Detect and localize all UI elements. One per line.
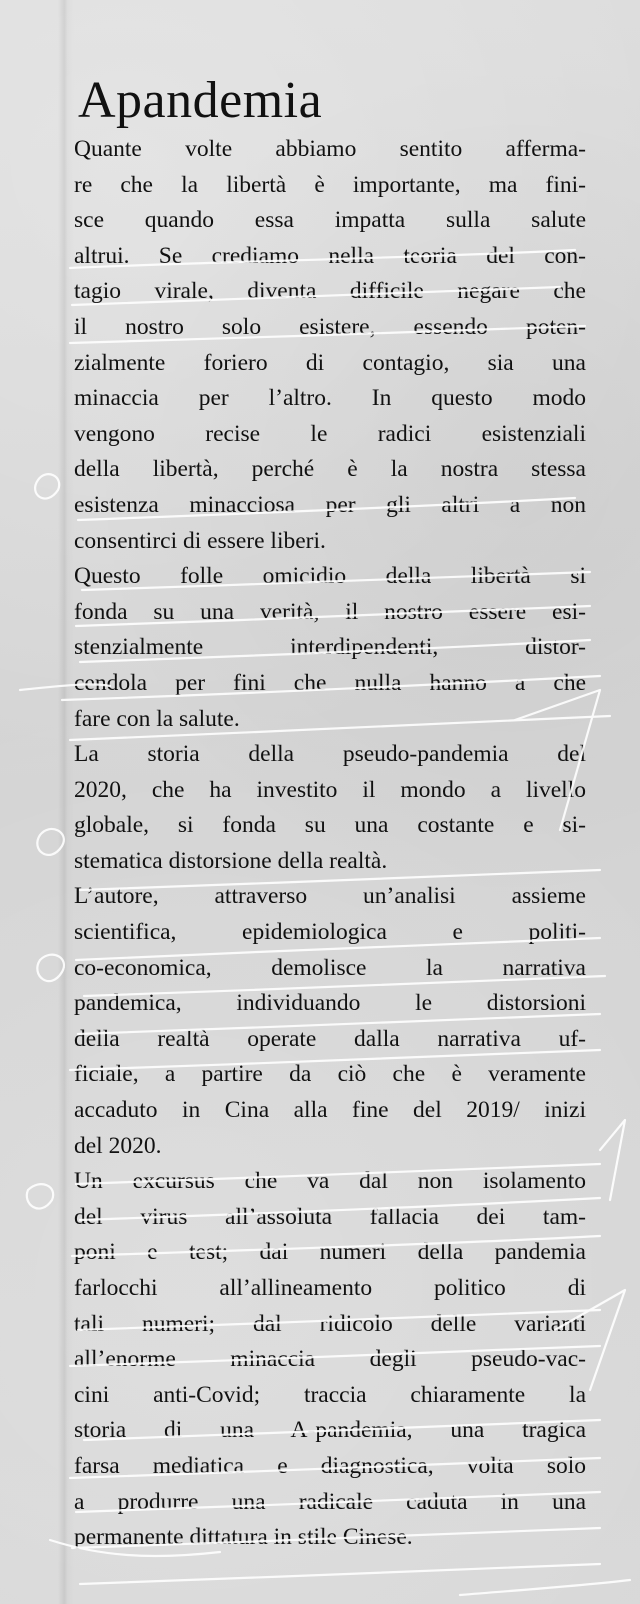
margin-stroke: [27, 1184, 53, 1208]
underline-stroke: [80, 1564, 600, 1584]
text-line: co-economica, demolisce la narrativa: [74, 954, 586, 981]
text-line: il nostro solo esistere, essendo poten-: [74, 313, 586, 340]
text-line: del virus all’assoluta fallacia dei tam-: [74, 1203, 586, 1230]
margin-stroke: [460, 1580, 630, 1595]
text-line: ficiale, a partire da ciò che è veramente: [74, 1061, 586, 1088]
text-line: L’autore, attraverso un’analisi assieme: [74, 883, 586, 910]
text-line: tali numeri; dal ridicolo delle varianti: [74, 1310, 586, 1337]
margin-stroke: [35, 474, 59, 498]
text-line: sce quando essa impatta sulla salute: [74, 207, 586, 234]
text-line: poni e test; dai numeri della pandemia: [74, 1239, 586, 1266]
text-line: consentirci di essere liberi.: [74, 527, 326, 554]
text-line: minaccia per l’altro. In questo modo: [74, 385, 586, 412]
text-line: stenzialmente interdipendenti, distor-: [74, 634, 586, 661]
text-line: Questo folle omicidio della libertà si: [74, 563, 586, 590]
text-line: La storia della pseudo-pandemia del: [74, 741, 586, 768]
text-line: stematica distorsione della realtà.: [74, 847, 388, 874]
text-line: globale, si fonda su una costante e si-: [74, 812, 586, 839]
text-line: esistenza minacciosa per gli altri a non: [74, 491, 586, 518]
paragraph: [74, 132, 586, 559]
page-title: Apandemia: [78, 71, 323, 129]
text-line: della libertà, perché è la nostra stessa: [74, 456, 586, 483]
text-line: all’enorme minaccia degli pseudo-vac-: [74, 1346, 586, 1373]
text-line: farsa mediatica e diagnostica, volta solo: [74, 1452, 586, 1479]
text-line: del 2020.: [74, 1132, 162, 1159]
text-line: Un excursus che va dal non isolamento: [74, 1168, 586, 1195]
text-line: farlocchi all’allineamento politico di: [74, 1275, 586, 1301]
text-line: zialmente foriero di contagio, sia una: [74, 349, 586, 376]
paragraph: [74, 737, 586, 879]
text-line: Quante volte abbiamo sentito afferma-: [74, 136, 586, 162]
text-line: fare con la salute.: [74, 705, 240, 732]
text-line: permanente dittatura in stile Cinese.: [74, 1524, 413, 1551]
page-crease-shadow: [58, 0, 74, 1604]
text-line: storia di una A-pandemia, una tragica: [74, 1417, 586, 1444]
paragraph: [74, 1164, 586, 1556]
text-line: a produrre una radicale caduta in una: [74, 1488, 586, 1515]
text-line: altrui. Se crediamo nella teoria del con-: [74, 242, 586, 269]
text-line: pandemica, individuando le distorsioni: [74, 990, 586, 1017]
text-line: tagio virale, diventa difficile negare che: [74, 278, 586, 305]
text-line: cendola per fini che nulla hanno a che: [74, 669, 586, 696]
text-line: scientifica, epidemiologica e politi-: [74, 919, 586, 946]
text-line: della realtà operate dalla narrativa uf-: [74, 1025, 586, 1052]
text-line: re che la libertà è importante, ma fini-: [74, 171, 586, 198]
text-line: accaduto in Cina alla fine del 2019/ inizi: [74, 1097, 586, 1124]
margin-stroke: [600, 1120, 625, 1200]
body-text: [74, 132, 586, 1556]
paragraph: [74, 879, 586, 1164]
paragraph: [74, 559, 586, 737]
text-line: 2020, che ha investito il mondo a livello: [74, 776, 586, 803]
text-line: cini anti-Covid; traccia chiaramente la: [74, 1381, 586, 1408]
text-line: fonda su una verità, il nostro essere esi-: [74, 598, 586, 625]
text-line: vengono recise le radici esistenziali: [74, 420, 586, 447]
